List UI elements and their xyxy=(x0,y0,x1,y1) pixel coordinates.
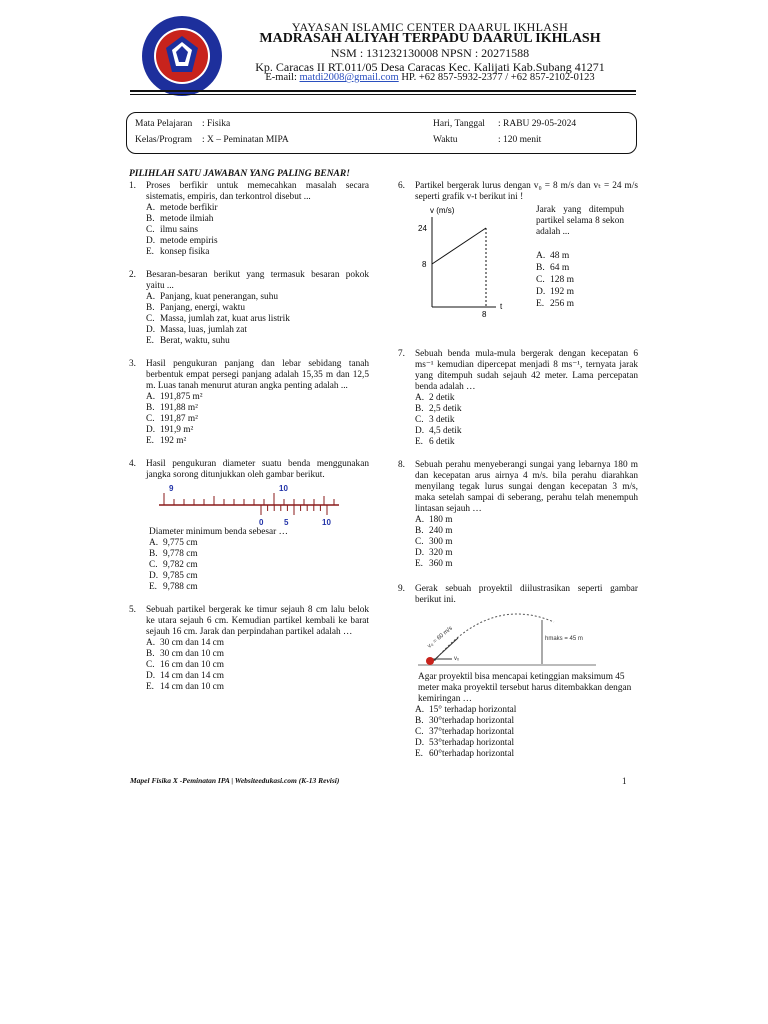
option-text: Massa, jumlah zat, kuat arus listrik xyxy=(160,314,290,324)
option-text: 256 m xyxy=(550,299,575,309)
option-letter: B. xyxy=(149,549,158,559)
option-letter: B. xyxy=(415,526,424,536)
option-text: metode berfikir xyxy=(160,203,218,213)
option-letter: C. xyxy=(415,537,424,547)
school-logo-icon xyxy=(140,14,224,98)
question-number: 7. xyxy=(398,349,405,359)
option-letter: B. xyxy=(146,303,155,313)
option[interactable] xyxy=(149,560,369,571)
contact-line xyxy=(230,72,630,83)
option[interactable] xyxy=(146,247,369,258)
vernier-label-5: 5 xyxy=(284,518,289,527)
options xyxy=(146,292,369,347)
option-letter: A. xyxy=(146,392,156,402)
subject-value: : Fisika xyxy=(202,119,231,129)
option[interactable] xyxy=(415,705,638,716)
option[interactable] xyxy=(415,537,638,548)
option-text: 320 m xyxy=(429,548,453,558)
velocity-time-graph xyxy=(412,203,522,321)
trajectory-path xyxy=(432,614,554,664)
options xyxy=(415,515,638,570)
question-number: 8. xyxy=(398,460,405,470)
option[interactable] xyxy=(146,303,369,314)
option-text: 30 cm dan 14 cm xyxy=(160,638,225,648)
option[interactable] xyxy=(536,286,574,298)
option[interactable] xyxy=(415,404,638,415)
option-text: 6 detik xyxy=(429,437,455,447)
option-letter: B. xyxy=(415,716,424,726)
option[interactable] xyxy=(415,437,638,448)
option-text: ilmu sains xyxy=(160,225,198,235)
class-value: : X – Peminatan MIPA xyxy=(202,135,289,145)
option-letter: A. xyxy=(415,515,425,525)
time-label: Waktu xyxy=(433,135,458,145)
question-followup: Agar proyektil bisa mencapai ketinggian maksimum 45 meter maka proyektil tersebut harus ditembakkan dengan kemiringan … xyxy=(418,672,632,704)
question-7 xyxy=(398,349,638,448)
question-text: Sebuah perahu menyeberangi sungai yang lebarnya 180 m dan kecepatan arus airnya 4 m/s. bila perahu diarahkan menyilang tegak lurus sungai dengan kecepatan 3 m/s, maka setelah sampai di seberang, perahu telah menempuh lintasan sejauh … xyxy=(415,460,638,514)
option-letter: E. xyxy=(415,559,424,569)
option-text: metode ilmiah xyxy=(160,214,214,224)
option[interactable] xyxy=(149,571,369,582)
option-letter: D. xyxy=(146,425,156,435)
option-letter: B. xyxy=(146,403,155,413)
option-text: 9,782 cm xyxy=(163,560,198,570)
options xyxy=(146,203,369,258)
question-text: Partikel bergerak lurus dengan v₀ = 8 m/s dan vₜ = 24 m/s seperti grafik v-t berikut ini ! xyxy=(415,181,638,202)
question-text: Sebuah benda mula-mula bergerak dengan kecepatan 6 ms⁻¹ kemudian dipercepat menjadi 8 ms⁻¹, ternyata jarak yang ditempuh sudah sejauh 42 meter. Lama percepatan benda adalah … xyxy=(415,349,638,392)
option[interactable] xyxy=(415,526,638,537)
subject-label: Mata Pelajaran xyxy=(135,119,193,129)
option-letter: A. xyxy=(415,393,425,403)
option[interactable] xyxy=(146,671,369,682)
vernier-caliper-diagram xyxy=(159,481,349,527)
option-letter: E. xyxy=(415,437,424,447)
option-text: Panjang, kuat penerangan, suhu xyxy=(160,292,278,302)
option-letter: A. xyxy=(149,538,159,548)
option-letter: E. xyxy=(536,299,545,309)
school-address: Kp. Caracas II RT.011/05 Desa Caracas Kec. Kalijati Kab.Subang 41271 xyxy=(255,60,605,74)
date-label: Hari, Tanggal xyxy=(433,119,485,129)
option-text: 180 m xyxy=(429,515,453,525)
option-text: 14 cm dan 10 cm xyxy=(160,682,225,692)
option-text: Berat, waktu, suhu xyxy=(160,336,230,346)
option-letter: D. xyxy=(536,287,546,297)
option[interactable] xyxy=(415,515,638,526)
option[interactable] xyxy=(146,425,369,436)
option-letter: D. xyxy=(415,738,425,748)
option-letter: B. xyxy=(146,214,155,224)
option[interactable] xyxy=(536,274,574,286)
option[interactable] xyxy=(415,727,638,738)
page-footer: Mapel Fisika X -Peminatan IPA | Websiteedukasi.com (K-13 Revisi) xyxy=(130,776,340,785)
option-letter: E. xyxy=(149,582,158,592)
option-letter: D. xyxy=(146,671,156,681)
option-text: 191,875 m² xyxy=(160,392,203,402)
option[interactable] xyxy=(146,638,369,649)
options xyxy=(149,538,369,593)
option-text: 60°terhadap horizontal xyxy=(429,749,515,759)
option[interactable] xyxy=(536,262,574,274)
option-text: 2,5 detik xyxy=(429,404,462,414)
option-text: 9,788 cm xyxy=(163,582,198,592)
question-text: Sebuah partikel bergerak ke timur sejauh 8 cm lalu belok ke utara sejauh 6 cm. Kemudian partikel kembali ke barat sejauh 16 cm. Jarak dan perpindahan partikel adalah … xyxy=(146,605,369,637)
option[interactable] xyxy=(415,559,638,570)
exam-info-box xyxy=(126,112,637,154)
option[interactable] xyxy=(146,682,369,693)
question-text: Hasil pengukuran diameter suatu benda menggunakan jangka sorong ditunjukkan oleh gambar berikut. xyxy=(146,459,369,480)
option-letter: C. xyxy=(146,660,155,670)
question-6-side-text: Jarak yang ditempuh partikel selama 8 sekon adalah ... xyxy=(536,205,624,237)
date-value: : RABU 29-05-2024 xyxy=(498,119,577,129)
option[interactable] xyxy=(149,538,369,549)
option[interactable] xyxy=(536,298,574,310)
option-text: Panjang, energi, waktu xyxy=(160,303,246,313)
option-text: konsep fisika xyxy=(160,247,210,257)
options xyxy=(146,638,369,693)
school-ids: NSM : 131232130008 NPSN : 20271588 xyxy=(330,46,530,60)
options xyxy=(415,705,638,760)
question-text: Proses berfikir untuk memecahkan masalah secara sistematis, empiris, dan terkontrol disebut ... xyxy=(146,181,369,202)
question-3 xyxy=(129,359,369,447)
question-text: Besaran-besaran berikut yang termasuk besaran pokok yaitu ... xyxy=(146,270,369,291)
option[interactable] xyxy=(536,250,574,262)
instruction: PILIHLAH SATU JAWABAN YANG PALING BENAR! xyxy=(129,169,350,179)
option-letter: C. xyxy=(415,415,424,425)
question-6 xyxy=(398,181,638,321)
option-letter: C. xyxy=(415,727,424,737)
y-tick-8: 8 xyxy=(422,260,427,269)
question-4 xyxy=(129,459,369,593)
option-text: 3 detik xyxy=(429,415,455,425)
class-label: Kelas/Program xyxy=(135,135,192,145)
option-text: 30°terhadap horizontal xyxy=(429,716,515,726)
option-text: 192 m xyxy=(550,287,575,297)
question-9 xyxy=(398,584,638,760)
option-letter: D. xyxy=(146,325,156,335)
option-letter: B. xyxy=(415,404,424,414)
question-8 xyxy=(398,460,638,570)
option[interactable] xyxy=(415,749,638,760)
option[interactable] xyxy=(146,214,369,225)
main-scale-label-9: 9 xyxy=(169,484,174,493)
option-text: 37°terhadap horizontal xyxy=(429,727,515,737)
option-letter: B. xyxy=(146,649,155,659)
time-value: : 120 menit xyxy=(498,135,542,145)
option-letter: E. xyxy=(146,436,155,446)
option[interactable] xyxy=(146,336,369,347)
option[interactable] xyxy=(415,716,638,727)
question-number: 9. xyxy=(398,584,405,594)
initial-velocity-label: v₀ = 60 m/s xyxy=(426,625,454,650)
option[interactable] xyxy=(415,393,638,404)
question-number: 5. xyxy=(129,605,136,615)
option-text: 9,785 cm xyxy=(163,571,198,581)
option-text: 48 m xyxy=(550,251,570,261)
option-text: metode empiris xyxy=(160,236,218,246)
right-column xyxy=(398,181,638,760)
option-text: 15° terhadap horizontal xyxy=(429,705,517,715)
options xyxy=(415,393,638,448)
option-letter: A. xyxy=(146,292,156,302)
x-tick-8: 8 xyxy=(482,310,487,319)
question-number: 3. xyxy=(129,359,136,369)
option[interactable] xyxy=(146,225,369,236)
question-text: Hasil pengukuran panjang dan lebar sebidang tanah berbentuk empat persegi panjang adalah 15,35 m dan 12,5 m. Luas tanah menurut aturan angka penting adalah ... xyxy=(146,359,369,391)
question-1 xyxy=(129,181,369,258)
main-scale-ticks xyxy=(164,493,334,505)
option-letter: D. xyxy=(146,236,156,246)
option[interactable] xyxy=(146,403,369,414)
option[interactable] xyxy=(146,325,369,336)
option-text: 14 cm dan 14 cm xyxy=(160,671,225,681)
option-text: 16 cm dan 10 cm xyxy=(160,660,225,670)
foundation-name: YAYASAN ISLAMIC CENTER DAARUL IKHLASH xyxy=(291,20,569,34)
question-followup: Diameter minimum benda sebesar … xyxy=(149,527,288,537)
projectile-diagram xyxy=(418,612,598,672)
question-number: 4. xyxy=(129,459,136,469)
main-scale-label-10: 10 xyxy=(279,484,288,493)
option[interactable] xyxy=(415,548,638,559)
option-letter: A. xyxy=(415,705,425,715)
question-number: 2. xyxy=(129,270,136,280)
option-text: 9,775 cm xyxy=(163,538,198,548)
options xyxy=(536,250,574,310)
option-letter: E. xyxy=(415,749,424,759)
option[interactable] xyxy=(146,649,369,660)
option-letter: C. xyxy=(146,414,155,424)
x-axis-label: t xyxy=(500,302,503,311)
option-text: 2 detik xyxy=(429,393,455,403)
option[interactable] xyxy=(146,203,369,214)
option-text: 30 cm dan 10 cm xyxy=(160,649,225,659)
option-text: 191,9 m² xyxy=(160,425,194,435)
phone-numbers: HP. +62 857-5932-2377 / +62 857-2102-0123 xyxy=(398,72,595,83)
option-letter: A. xyxy=(146,638,156,648)
header-rule-thin xyxy=(130,94,636,95)
option[interactable] xyxy=(149,582,369,593)
vernier-label-0: 0 xyxy=(259,518,264,527)
page-number: 1 xyxy=(622,776,627,786)
option-text: 64 m xyxy=(550,263,570,273)
school-name: MADRASAH ALIYAH TERPADU DAARUL IKHLASH xyxy=(259,31,601,46)
option[interactable] xyxy=(146,392,369,403)
y-axis-label: v (m/s) xyxy=(430,206,455,215)
vernier-scale-ticks xyxy=(261,505,327,515)
option-letter: C. xyxy=(149,560,158,570)
option-text: 191,88 m² xyxy=(160,403,198,413)
velocity-line xyxy=(432,228,486,264)
option[interactable] xyxy=(146,236,369,247)
max-height-label: hmaks = 45 m xyxy=(545,636,583,642)
option-text: 9,778 cm xyxy=(163,549,198,559)
letterhead xyxy=(0,0,768,100)
option[interactable] xyxy=(146,292,369,303)
options xyxy=(146,392,369,447)
email-link[interactable]: matdi2008@gmail.com xyxy=(299,72,399,83)
option[interactable] xyxy=(146,414,369,425)
option[interactable] xyxy=(415,426,638,437)
header-rule xyxy=(130,90,636,92)
option[interactable] xyxy=(146,314,369,325)
option-letter: B. xyxy=(536,263,545,273)
option-text: 191,87 m² xyxy=(160,414,198,424)
option[interactable] xyxy=(146,660,369,671)
question-number: 6. xyxy=(398,181,405,191)
option-letter: C. xyxy=(536,275,545,285)
option-letter: C. xyxy=(146,314,155,324)
option-text: 192 m² xyxy=(160,436,187,446)
option-text: 128 m xyxy=(550,275,575,285)
option-letter: D. xyxy=(149,571,159,581)
option[interactable] xyxy=(415,415,638,426)
option[interactable] xyxy=(146,436,369,447)
option-letter: A. xyxy=(536,251,546,261)
vernier-label-10: 10 xyxy=(322,518,331,527)
question-5 xyxy=(129,605,369,693)
y-tick-24: 24 xyxy=(418,224,427,233)
left-column xyxy=(129,169,369,693)
option-text: 300 m xyxy=(429,537,453,547)
projectile-ball-icon xyxy=(426,657,434,665)
question-6-figure xyxy=(398,203,638,321)
option-letter: D. xyxy=(415,548,425,558)
option-text: 53°terhadap horizontal xyxy=(429,738,515,748)
question-number: 1. xyxy=(129,181,136,191)
option-letter: C. xyxy=(146,225,155,235)
question-text: Gerak sebuah proyektil diilustrasikan seperti gambar berikut ini. xyxy=(415,584,638,605)
option[interactable] xyxy=(149,549,369,560)
option-letter: A. xyxy=(146,203,156,213)
option-text: 240 m xyxy=(429,526,453,536)
email-label: E-mail: xyxy=(265,72,300,83)
option-text: 4,5 detik xyxy=(429,426,462,436)
option[interactable] xyxy=(415,738,638,749)
vx-label: vₓ xyxy=(454,656,459,662)
option-letter: E. xyxy=(146,247,155,257)
option-letter: E. xyxy=(146,682,155,692)
option-letter: E. xyxy=(146,336,155,346)
option-text: Massa, luas, jumlah zat xyxy=(160,325,248,335)
question-2 xyxy=(129,270,369,347)
option-letter: D. xyxy=(415,426,425,436)
option-text: 360 m xyxy=(429,559,453,569)
